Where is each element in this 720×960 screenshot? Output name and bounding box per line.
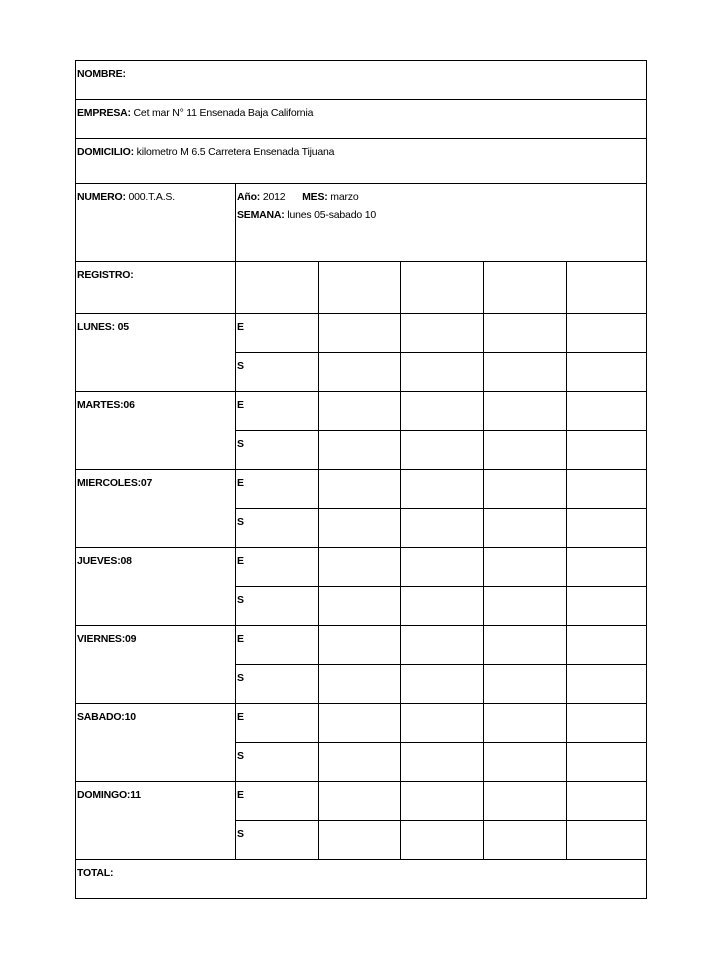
entry-time-cell[interactable] [567,314,647,353]
domicilio-value: kilometro M 6.5 Carretera Ensenada Tijuana [136,146,335,158]
exit-time-cell[interactable] [484,587,567,626]
registro-cell[interactable] [401,262,484,314]
exit-label: S [237,516,244,528]
day-label: MIERCOLES:07 [77,477,153,489]
period-line-1 [237,188,645,206]
nombre-cell[interactable] [76,61,647,100]
entry-time-cell[interactable] [484,548,567,587]
exit-time-cell[interactable] [319,509,401,548]
day-label: SABADO:10 [77,711,136,723]
entry-time-cell[interactable] [319,470,401,509]
entry-time-cell[interactable] [484,626,567,665]
exit-time-cell[interactable] [401,587,484,626]
period-line-2 [237,206,645,224]
entry-label-cell[interactable] [236,314,319,353]
day-label: VIERNES:09 [77,633,137,645]
exit-label-cell[interactable] [236,509,319,548]
exit-label-cell[interactable] [236,431,319,470]
period-cell [236,184,647,262]
day-label: DOMINGO:11 [77,789,141,801]
exit-time-cell[interactable] [484,665,567,704]
exit-label: S [237,438,244,450]
registro-row [76,262,647,314]
exit-time-cell[interactable] [401,509,484,548]
empresa-value: Cet mar N° 11 Ensenada Baja California [133,107,314,119]
exit-time-cell[interactable] [319,587,401,626]
entry-time-cell[interactable] [319,782,401,821]
entry-label: E [237,711,244,723]
registro-label: REGISTRO: [77,269,134,281]
entry-time-cell[interactable] [319,314,401,353]
entry-time-cell[interactable] [484,392,567,431]
exit-time-cell[interactable] [401,353,484,392]
day-entry-row [76,314,647,353]
entry-time-cell[interactable] [401,782,484,821]
entry-time-cell[interactable] [319,392,401,431]
exit-time-cell[interactable] [567,821,647,860]
registro-cell[interactable] [567,262,647,314]
total-label: TOTAL: [77,867,114,879]
exit-time-cell[interactable] [567,509,647,548]
day-label-cell [76,392,236,470]
empresa-row [76,100,647,139]
exit-label-cell[interactable] [236,587,319,626]
exit-time-cell[interactable] [484,509,567,548]
domicilio-label: DOMICILIO: [77,146,134,158]
exit-label-cell[interactable] [236,353,319,392]
anio-label: Año: [237,191,261,203]
day-label-cell [76,314,236,392]
nombre-row [76,61,647,100]
entry-time-cell[interactable] [484,314,567,353]
exit-label: S [237,594,244,606]
entry-time-cell[interactable] [401,392,484,431]
entry-time-cell[interactable] [401,314,484,353]
day-label-cell [76,782,236,860]
entry-label-cell[interactable] [236,470,319,509]
entry-time-cell[interactable] [567,548,647,587]
exit-time-cell[interactable] [319,821,401,860]
exit-time-cell[interactable] [567,353,647,392]
day-label-cell [76,626,236,704]
numero-value: 000.T.A.S. [128,191,175,203]
exit-time-cell[interactable] [401,743,484,782]
domicilio-row [76,139,647,184]
day-entry-row [76,548,647,587]
exit-time-cell[interactable] [401,431,484,470]
mes-label: MES: [302,191,328,203]
empresa-label: EMPRESA: [77,107,131,119]
exit-time-cell[interactable] [567,431,647,470]
anio-value: 2012 [262,191,286,203]
entry-time-cell[interactable] [567,392,647,431]
exit-time-cell[interactable] [319,431,401,470]
entry-time-cell[interactable] [567,704,647,743]
attendance-form-table [75,60,647,899]
exit-label: S [237,750,244,762]
numero-row [76,184,647,262]
entry-label-cell[interactable] [236,392,319,431]
entry-label: E [237,399,244,411]
exit-label-cell[interactable] [236,665,319,704]
entry-time-cell[interactable] [319,548,401,587]
day-entry-row [76,704,647,743]
entry-time-cell[interactable] [567,626,647,665]
exit-time-cell[interactable] [567,743,647,782]
mes-value: marzo [330,191,359,203]
entry-time-cell[interactable] [484,782,567,821]
total-row [76,860,647,899]
exit-label-cell[interactable] [236,743,319,782]
exit-time-cell[interactable] [319,743,401,782]
total-cell [76,860,647,899]
entry-time-cell[interactable] [401,626,484,665]
day-entry-row [76,782,647,821]
entry-label-cell[interactable] [236,548,319,587]
day-label-cell [76,548,236,626]
numero-cell [76,184,236,262]
registro-cell[interactable] [319,262,401,314]
entry-time-cell[interactable] [401,704,484,743]
numero-label: NUMERO: [77,191,126,203]
day-entry-row [76,470,647,509]
domicilio-cell [76,139,647,184]
semana-value: lunes 05-sabado 10 [287,209,376,221]
exit-time-cell[interactable] [567,665,647,704]
exit-time-cell[interactable] [401,665,484,704]
exit-label: S [237,672,244,684]
day-label: JUEVES:08 [77,555,132,567]
exit-time-cell[interactable] [484,431,567,470]
entry-time-cell[interactable] [401,470,484,509]
empresa-cell [76,100,647,139]
entry-label: E [237,321,244,333]
exit-time-cell[interactable] [567,587,647,626]
exit-label: S [237,360,244,372]
exit-time-cell[interactable] [319,665,401,704]
registro-label-cell [76,262,236,314]
entry-time-cell[interactable] [319,704,401,743]
day-label: LUNES: 05 [77,321,129,333]
entry-time-cell[interactable] [319,626,401,665]
nombre-label: NOMBRE: [77,68,126,80]
registro-cell[interactable] [484,262,567,314]
entry-label: E [237,555,244,567]
entry-label: E [237,789,244,801]
entry-time-cell[interactable] [567,782,647,821]
entry-time-cell[interactable] [401,548,484,587]
entry-time-cell[interactable] [567,470,647,509]
exit-time-cell[interactable] [484,743,567,782]
entry-time-cell[interactable] [484,704,567,743]
entry-label-cell[interactable] [236,704,319,743]
entry-label-cell[interactable] [236,626,319,665]
entry-label: E [237,633,244,645]
day-entry-row [76,392,647,431]
entry-label: E [237,477,244,489]
exit-time-cell[interactable] [401,821,484,860]
entry-label-cell[interactable] [236,782,319,821]
day-label-cell [76,704,236,782]
exit-time-cell[interactable] [484,821,567,860]
exit-label-cell[interactable] [236,821,319,860]
day-label-cell [76,470,236,548]
semana-label: SEMANA: [237,209,285,221]
exit-time-cell[interactable] [319,353,401,392]
entry-time-cell[interactable] [484,470,567,509]
day-label: MARTES:06 [77,399,135,411]
registro-cell[interactable] [236,262,319,314]
exit-time-cell[interactable] [484,353,567,392]
exit-label: S [237,828,244,840]
day-entry-row [76,626,647,665]
